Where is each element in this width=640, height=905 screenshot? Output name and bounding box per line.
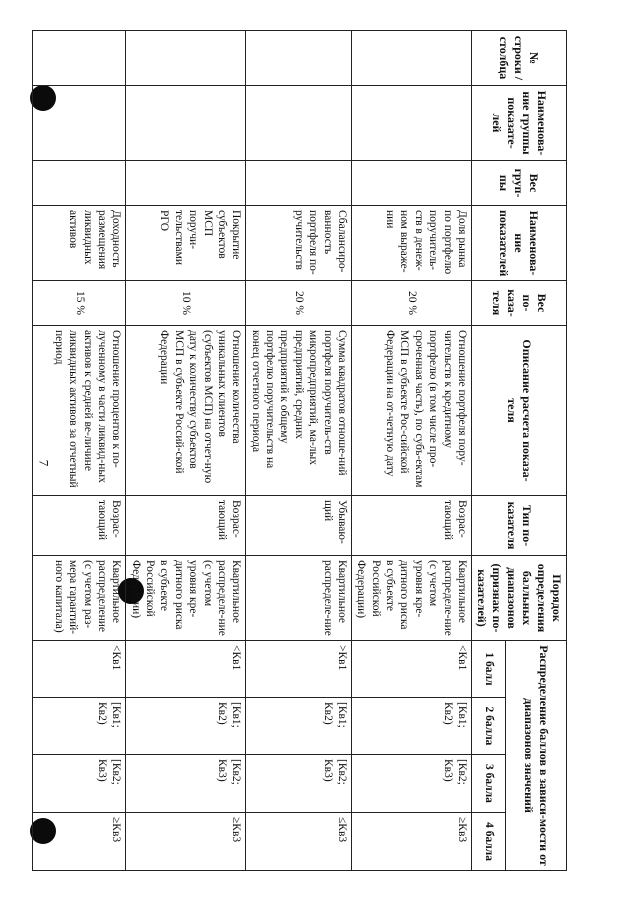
score-1-cell: <Кв1: [126, 641, 246, 698]
indicator-name-cell: Покрытие субъектов МСП поручи-тельствами РГО: [126, 206, 246, 281]
header-row-1: [505, 31, 566, 871]
type-cell: Возрас-тающий: [33, 496, 126, 556]
indicator-weight-cell: 15 %: [33, 281, 126, 326]
row-number-cell: [126, 31, 246, 86]
header-indicator-name: Наименова-ние показателей: [472, 206, 567, 281]
header-group-weight: Вес груп-пы: [472, 161, 567, 206]
score-4-cell: ≤Кв3: [246, 813, 352, 871]
score-4-cell: ≥Кв3: [352, 813, 472, 871]
method-cell: Квартильное распределе-ние (с учетом уровня кре-дитного риска в субъекте Российской Федерации): [126, 556, 246, 641]
table-row: [33, 31, 126, 871]
score-4-cell: ≥Кв3: [126, 813, 246, 871]
page-number: 7: [36, 459, 52, 467]
score-2-cell: [Кв1; Кв2): [33, 698, 126, 755]
group-name-cell: [246, 86, 352, 161]
score-3-cell: [Кв2; Кв3): [33, 755, 126, 813]
header-score-4: 4 балла: [472, 813, 506, 871]
header-group-name: Наименова-ние группы показате-лей: [472, 86, 567, 161]
header-score-3: 3 балла: [472, 755, 506, 813]
score-1-cell: <Кв1: [33, 641, 126, 698]
description-cell: Отношение количества уникальных клиентов (субъектов МСП) на отчет-ную дату к количеству субъектов МСП в субъекте Россий-ской Федерации: [126, 326, 246, 496]
score-2-cell: [Кв1; Кв2): [246, 698, 352, 755]
header-indicator-weight: Вес по-каза-теля: [472, 281, 567, 326]
indicator-name-cell: Доля рынка по портфелю поручитель-ств в денеж-ном выраже-нии: [352, 206, 472, 281]
header-indicator-type: Тип по-казателя: [472, 496, 567, 556]
score-1-cell: >Кв1: [246, 641, 352, 698]
group-weight-cell: [246, 161, 352, 206]
indicator-weight-cell: 10 %: [126, 281, 246, 326]
group-name-cell: [352, 86, 472, 161]
group-name-cell: [33, 86, 126, 161]
score-2-cell: [Кв1; Кв2): [126, 698, 246, 755]
indicator-weight-cell: 20 %: [246, 281, 352, 326]
type-cell: Возрас-тающий: [126, 496, 246, 556]
score-3-cell: [Кв2; Кв3): [126, 755, 246, 813]
header-scoring-method: Порядок определения балльных диапазонов (признак по-казателей): [472, 556, 567, 641]
header-score-1: 1 балл: [472, 641, 506, 698]
group-weight-cell: [126, 161, 246, 206]
row-number-cell: [352, 31, 472, 86]
header-score-2: 2 балла: [472, 698, 506, 755]
table-row: [352, 31, 472, 871]
header-distribution: Распределение баллов в зависи-мости от диапазонов значений: [505, 641, 566, 871]
table-row: [126, 31, 246, 871]
description-cell: Сумма квадратов отноше-ний портфеля поручитель-ств микропредприятий, ма-лых предприятий, средних предприятий к общему портфелю поручительств на конец отчетного периода: [246, 326, 352, 496]
group-weight-cell: [352, 161, 472, 206]
score-4-cell: ≥Кв3: [33, 813, 126, 871]
method-cell: Квартильное распределение (с учетом раз-мера гарантий-ного капитала): [33, 556, 126, 641]
score-1-cell: <Кв1: [352, 641, 472, 698]
score-3-cell: [Кв2; Кв3): [352, 755, 472, 813]
description-cell: Отношение процентов к по-лученному в части ликвид-ных активов к средней ве-личине ликвидных активов за отчетный период: [33, 326, 126, 496]
header-description: Описание расчета показа-теля: [472, 326, 567, 496]
indicator-name-cell: Сбалансиро-ванность портфеля по-ручительств: [246, 206, 352, 281]
method-cell: Квартильное распределе-ние: [246, 556, 352, 641]
table-row: [246, 31, 352, 871]
score-3-cell: [Кв2; Кв3): [246, 755, 352, 813]
header-row-col: № строки / столбца: [472, 31, 567, 86]
description-cell: Отношение портфеля пору-чительств к кредитному портфелю (в том числе про-сроченная часть), по субъ-ектам МСП в субъекте Рос-сийской Федерации на от-четную дату: [352, 326, 472, 496]
row-number-cell: [33, 31, 126, 86]
group-name-cell: [126, 86, 246, 161]
rotated-table-wrapper: [52, 30, 567, 870]
type-cell: Убываю-щий: [246, 496, 352, 556]
indicator-name-cell: Доходность размещения ликвидных активов: [33, 206, 126, 281]
indicators-table: [32, 30, 567, 871]
row-number-cell: [246, 31, 352, 86]
type-cell: Возрас-тающий: [352, 496, 472, 556]
group-weight-cell: [33, 161, 126, 206]
method-cell: Квартильное распределе-ние (с учетом уровня кре-дитного риска в субъекте Российской Федерации): [352, 556, 472, 641]
indicator-weight-cell: 20 %: [352, 281, 472, 326]
score-2-cell: [Кв1; Кв2): [352, 698, 472, 755]
